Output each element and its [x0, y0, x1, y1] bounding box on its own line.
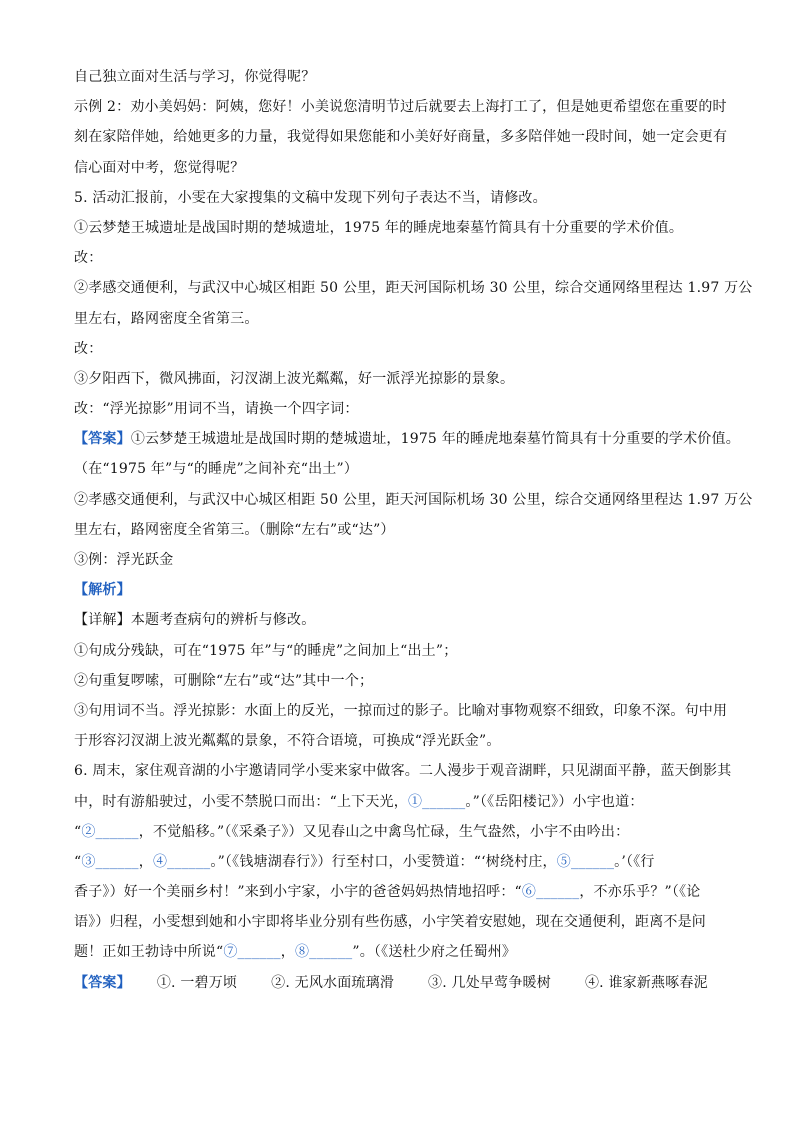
blank-3: ③______ — [81, 853, 139, 870]
text-segment: “ — [74, 823, 82, 840]
text-segment: “ — [74, 853, 82, 870]
text-line: 改： — [74, 250, 103, 267]
question-6-line — [74, 937, 724, 967]
answer-line: ③例：浮光跃金 — [74, 552, 174, 568]
analysis-heading — [74, 575, 724, 605]
answer-line: 里左右，路网密度全省第三。（删除“左右”或“达”） — [74, 521, 395, 538]
text-line: 自己独立面对生活与学习，你觉得呢？ — [74, 69, 316, 85]
text-segment: ，不觉船移。”（《采桑子》）又见春山之中禽鸟忙碌，生气盎然，小宇不由吟出： — [138, 823, 630, 840]
blank-5: ⑤______ — [556, 853, 615, 870]
blank-1: ①______ — [407, 793, 466, 810]
document-page — [74, 62, 753, 998]
text-line: 改：“浮光掠影”用词不当，请换一个四字词： — [74, 401, 359, 418]
text-segment: 。”（《岳阳楼记》）小宇也道： — [465, 793, 644, 810]
answer-line — [74, 424, 740, 454]
analysis-tag: 【解析】 — [74, 582, 131, 599]
blank-8: ⑧______ — [294, 944, 353, 961]
text-segment: ，不亦乐乎？”（《论 — [579, 884, 701, 901]
blank-2: ②______ — [81, 823, 139, 840]
text-segment: ， — [138, 853, 153, 870]
text-segment: 。’（《行 — [614, 853, 655, 870]
text-line: 改： — [74, 340, 103, 357]
answer-option-4: ④. 谁家新燕啄春泥 — [584, 974, 708, 991]
text-segment: 中，时有游船驶过，小雯不禁脱口而出：“上下天光， — [74, 793, 408, 810]
blank-4: ④______ — [152, 853, 211, 870]
answer-line: ②孝感交通便利，与武汉中心城区相距 50 公里，距天河国际机场 30 公里，综合交通网络里程达 1.97 万公 — [74, 491, 753, 508]
text-line: 示例 2：劝小美妈妈：阿姨，您好！小美说您清明节过后就要去上海打工了，但是她更希望您在重要的时 — [74, 99, 727, 116]
answer-option-3: ③. 几处早莺争暖树 — [428, 974, 551, 991]
text-line: ②孝感交通便利，与武汉中心城区相距 50 公里，距天河国际机场 30 公里，综合交通网络里程达 1.97 万公 — [74, 280, 753, 297]
question-6-line — [74, 877, 724, 907]
answer-option-1: ①. 一碧万顷 — [156, 974, 238, 991]
detail-line: ①句成分残缺，可在“1975 年”与“的睡虎”之间加上“出土”； — [74, 642, 458, 659]
answer-text: ①云梦楚王城遗址是战国时期的楚城遗址，1975 年的睡虎地秦墓竹简具有十分重要的学术价值。 — [130, 431, 740, 448]
detail-line: 于形容汈汊湖上波光粼粼的景象，不符合语境，可换成“浮光跃金”。 — [74, 733, 501, 750]
question-6-line: 语》）归程，小雯想到她和小宇即将毕业分别有些伤感，小宇笑着安慰她，现在交通便利，距离不是问 — [74, 914, 706, 931]
text-segment: 香子》）好一个美丽乡村！”来到小宇家，小宇的爸爸妈妈热情地招呼：“ — [74, 884, 522, 901]
question-5-title: 5. 活动汇报前，小雯在大家搜集的文稿中发现下列句子表达不当，请修改。 — [74, 189, 547, 206]
detail-line — [74, 605, 724, 635]
text-line: 里左右，路网密度全省第三。 — [74, 310, 259, 327]
answer-tag: 【答案】 — [74, 974, 131, 991]
text-line: ①云梦楚王城遗址是战国时期的楚城遗址，1975 年的睡虎地秦墓竹简具有十分重要的学术价值。 — [74, 219, 684, 236]
answer-tag: 【答案】 — [74, 431, 131, 448]
question-6-line — [74, 817, 724, 847]
text-segment: 题！正如王勃诗中所说“ — [74, 944, 224, 961]
detail-line: ②句重复啰嗦，可删除“左右”或“达”其中一个； — [74, 672, 374, 689]
question-6-line — [74, 787, 724, 817]
question-6-title: 6. 周末，家住观音湖的小宇邀请同学小雯来家中做客。二人漫步于观音湖畔，只见湖面平静，蓝天倒影其 — [74, 763, 732, 780]
text-line: 刻在家陪伴她，给她更多的力量，我觉得如果您能和小美好好商量，多多陪伴她一段时间，她一定会更有 — [74, 129, 728, 146]
question-6-line — [74, 847, 724, 877]
detail-line: ③句用词不当。浮光掠影：水面上的反光，一掠而过的影子。比喻对事物观察不细致，印象不深。句中用 — [74, 702, 728, 719]
text-line: 信心面对中考，您觉得呢？ — [74, 159, 245, 176]
text-line: ③夕阳西下，微风拂面，汈汊湖上波光粼粼，好一派浮光掠影的景象。 — [74, 370, 515, 387]
answer-options-line — [74, 968, 724, 998]
blank-6: ⑥______ — [521, 884, 580, 901]
answer-option-2: ②. 无风水面琉璃滑 — [271, 974, 395, 991]
text-segment: 。”（《钱塘湖春行》）行至村口，小雯赞道：“‘树绕村庄， — [210, 853, 557, 870]
blank-7: ⑦______ — [223, 944, 281, 961]
text-segment: ”。（《送杜少府之任蜀州》 — [352, 944, 517, 961]
answer-line: （在“1975 年”与“的睡虎”之间补充“出土”） — [74, 461, 359, 478]
text-segment: ， — [280, 944, 295, 961]
detail-tag: 【详解】 — [74, 612, 131, 629]
detail-text: 本题考查病句的辨析与修改。 — [130, 612, 316, 629]
